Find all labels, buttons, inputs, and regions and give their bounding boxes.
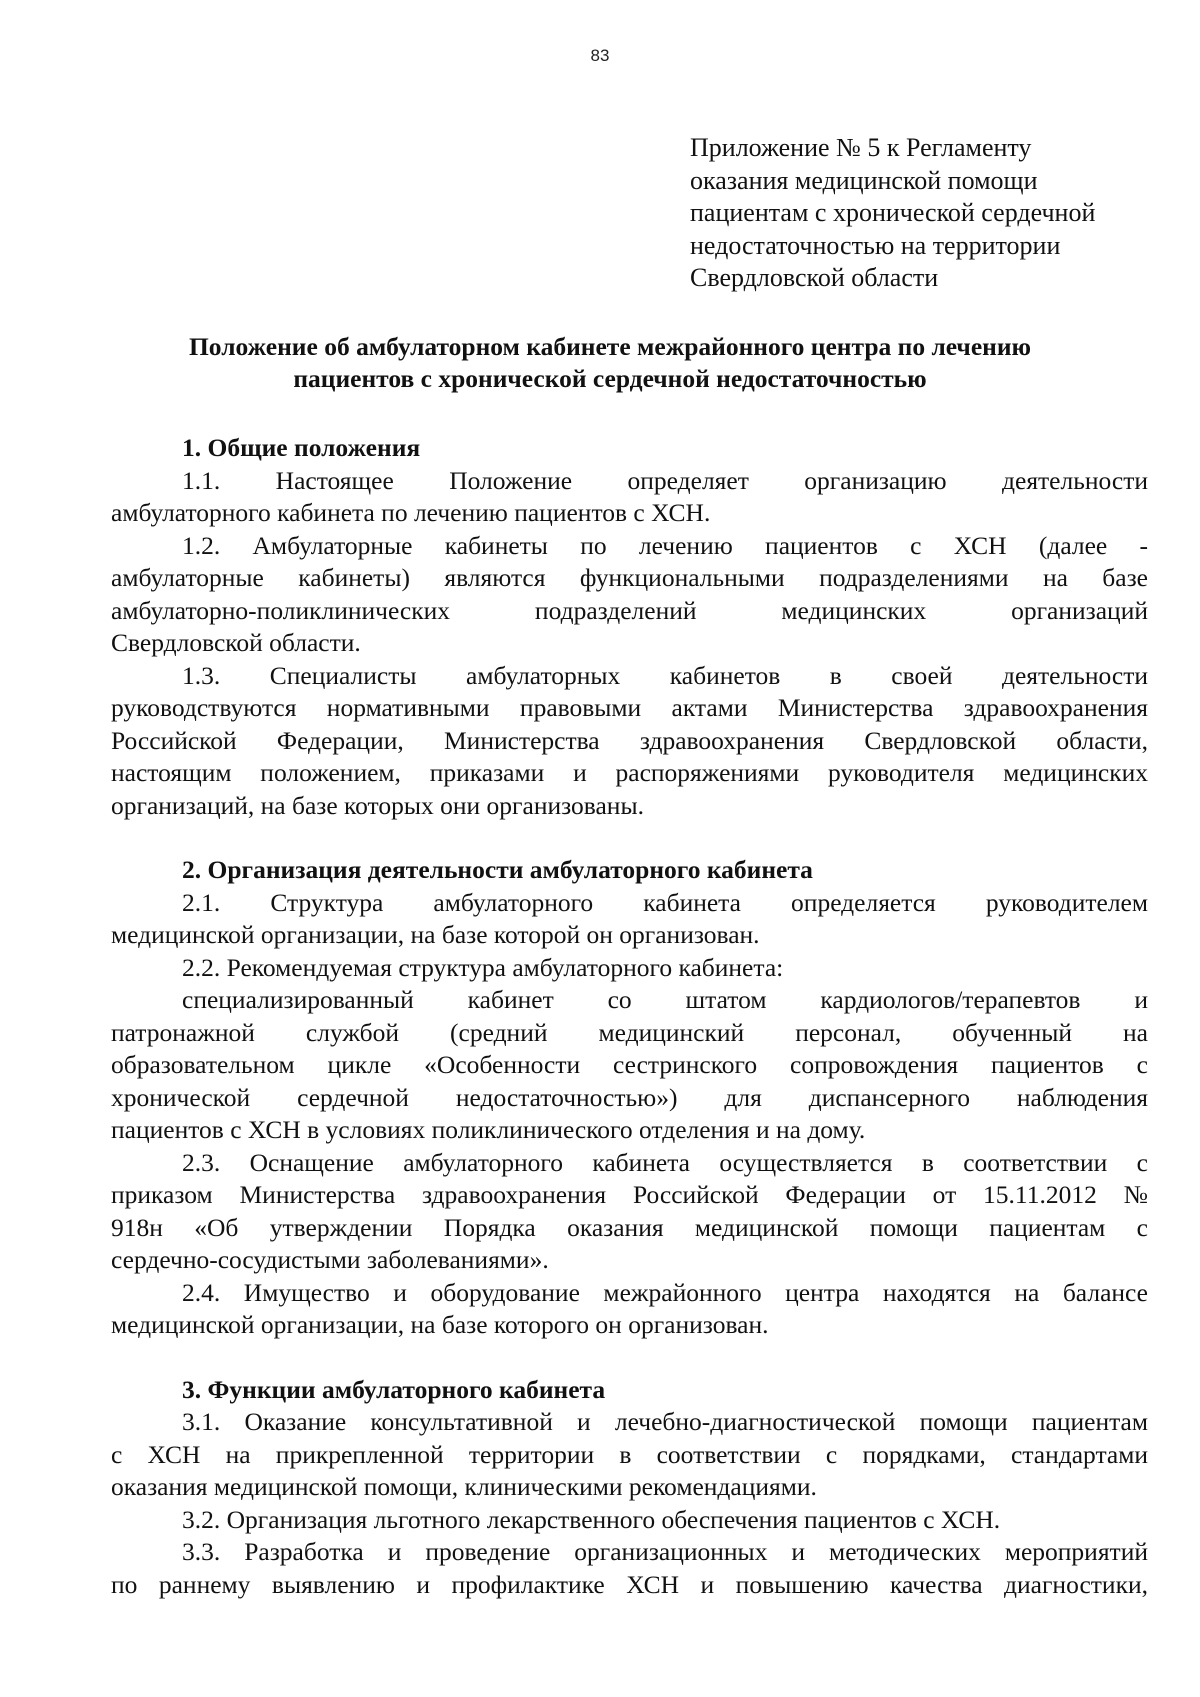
paragraph <box>111 1536 1148 1601</box>
section-gap <box>111 822 1148 854</box>
text-line: руководствуются нормативными правовыми актами Министерства здравоохранения <box>111 693 1148 722</box>
appendix-line: Свердловской области <box>690 263 939 292</box>
section-heading: 3. Функции амбулаторного кабинета <box>182 1374 606 1404</box>
paragraph <box>111 1277 1148 1342</box>
text-line: 3.1. Оказание консультативной и лечебно-диагностической помощи пациентам <box>182 1407 1148 1436</box>
appendix-line: оказания медицинской помощи <box>690 165 1038 195</box>
text-line: амбулаторные кабинеты) являются функциональными подразделениями на базе <box>111 563 1148 592</box>
text-line: сердечно-сосудистыми заболеваниями». <box>111 1245 549 1274</box>
text-line: по раннему выявлению и профилактике ХСН и повышению качества диагностики, <box>111 1569 1148 1599</box>
paragraph <box>111 1406 1148 1504</box>
text-line: медицинской организации, на базе которой он организован. <box>111 920 760 949</box>
appendix-line: недостаточностью на территории <box>690 230 1061 260</box>
text-line: патронажной службой (средний медицинский персонал, обученный на <box>111 1017 1148 1047</box>
text-line: 1.2. Амбулаторные кабинеты по лечению пациентов с ХСН (далее - <box>182 530 1148 560</box>
text-line: пациентов с ХСН в условиях поликлинического отделения и на дому. <box>111 1115 866 1144</box>
text-line: с ХСН на прикрепленной территории в соответствии с порядками, стандартами <box>111 1439 1148 1469</box>
text-line: специализированный кабинет со штатом кардиологов/терапевтов и <box>182 985 1148 1014</box>
text-line: хронической сердечной недостаточностью») для диспансерного наблюдения <box>111 1082 1148 1112</box>
paragraph <box>111 887 1148 952</box>
paragraph <box>111 660 1148 823</box>
text-line: приказом Министерства здравоохранения Российской Федерации от 15.11.2012 № <box>111 1180 1148 1209</box>
paragraph <box>111 530 1148 660</box>
paragraph <box>111 1147 1148 1277</box>
text-line: медицинской организации, на базе которого он организован. <box>111 1310 769 1339</box>
document-body <box>111 432 1148 1601</box>
text-line: образовательном цикле «Особенности сестринского сопровождения пациентов с <box>111 1050 1148 1079</box>
section-gap <box>111 1342 1148 1374</box>
text-line: 2.2. Рекомендуемая структура амбулаторного кабинета: <box>182 952 784 982</box>
text-line: 2.1. Структура амбулаторного кабинета определяется руководителем <box>182 887 1148 917</box>
text-line: 3.3. Разработка и проведение организационных и методических мероприятий <box>182 1537 1148 1566</box>
text-line: 3.2. Организация льготного лекарственного обеспечения пациентов с ХСН. <box>182 1504 1001 1534</box>
appendix-line: пациентам с хронической сердечной <box>690 198 1096 227</box>
text-line: Российской Федерации, Министерства здравоохранения Свердловской области, <box>111 725 1148 755</box>
title-line: Положение об амбулаторном кабинете межрайонного центра по лечению <box>188 332 1032 361</box>
section-heading: 1. Общие положения <box>182 433 421 462</box>
text-line: 1.3. Специалисты амбулаторных кабинетов в своей деятельности <box>182 660 1148 690</box>
paragraph <box>111 952 1148 985</box>
text-line: Свердловской области. <box>111 628 361 657</box>
appendix-line: Приложение № 5 к Регламенту <box>690 133 1032 162</box>
text-line: оказания медицинской помощи, клиническими рекомендациями. <box>111 1472 817 1501</box>
text-line: 1.1. Настоящее Положение определяет организацию деятельности <box>182 465 1148 495</box>
paragraph <box>111 1504 1148 1537</box>
text-line: настоящим положением, приказами и распоряжениями руководителя медицинских <box>111 758 1148 787</box>
text-line: 918н «Об утверждении Порядка оказания медицинской помощи пациентам с <box>111 1212 1148 1242</box>
appendix-note <box>690 132 1095 295</box>
document-title <box>150 331 1070 395</box>
text-line: 2.3. Оснащение амбулаторного кабинета осуществляется в соответствии с <box>182 1147 1148 1177</box>
paragraph <box>111 465 1148 530</box>
text-line: амбулаторно-поликлинических подразделений медицинских организаций <box>111 595 1148 625</box>
text-line: организаций, на базе которых они организованы. <box>111 790 644 820</box>
paragraph <box>111 984 1148 1147</box>
text-line: амбулаторного кабинета по лечению пациентов с ХСН. <box>111 498 711 527</box>
section-heading: 2. Организация деятельности амбулаторного кабинета <box>182 855 813 884</box>
title-line: пациентов с хронической сердечной недостаточностью <box>293 364 927 393</box>
text-line: 2.4. Имущество и оборудование межрайонного центра находятся на балансе <box>182 1277 1148 1307</box>
page-number: 83 <box>590 46 610 65</box>
